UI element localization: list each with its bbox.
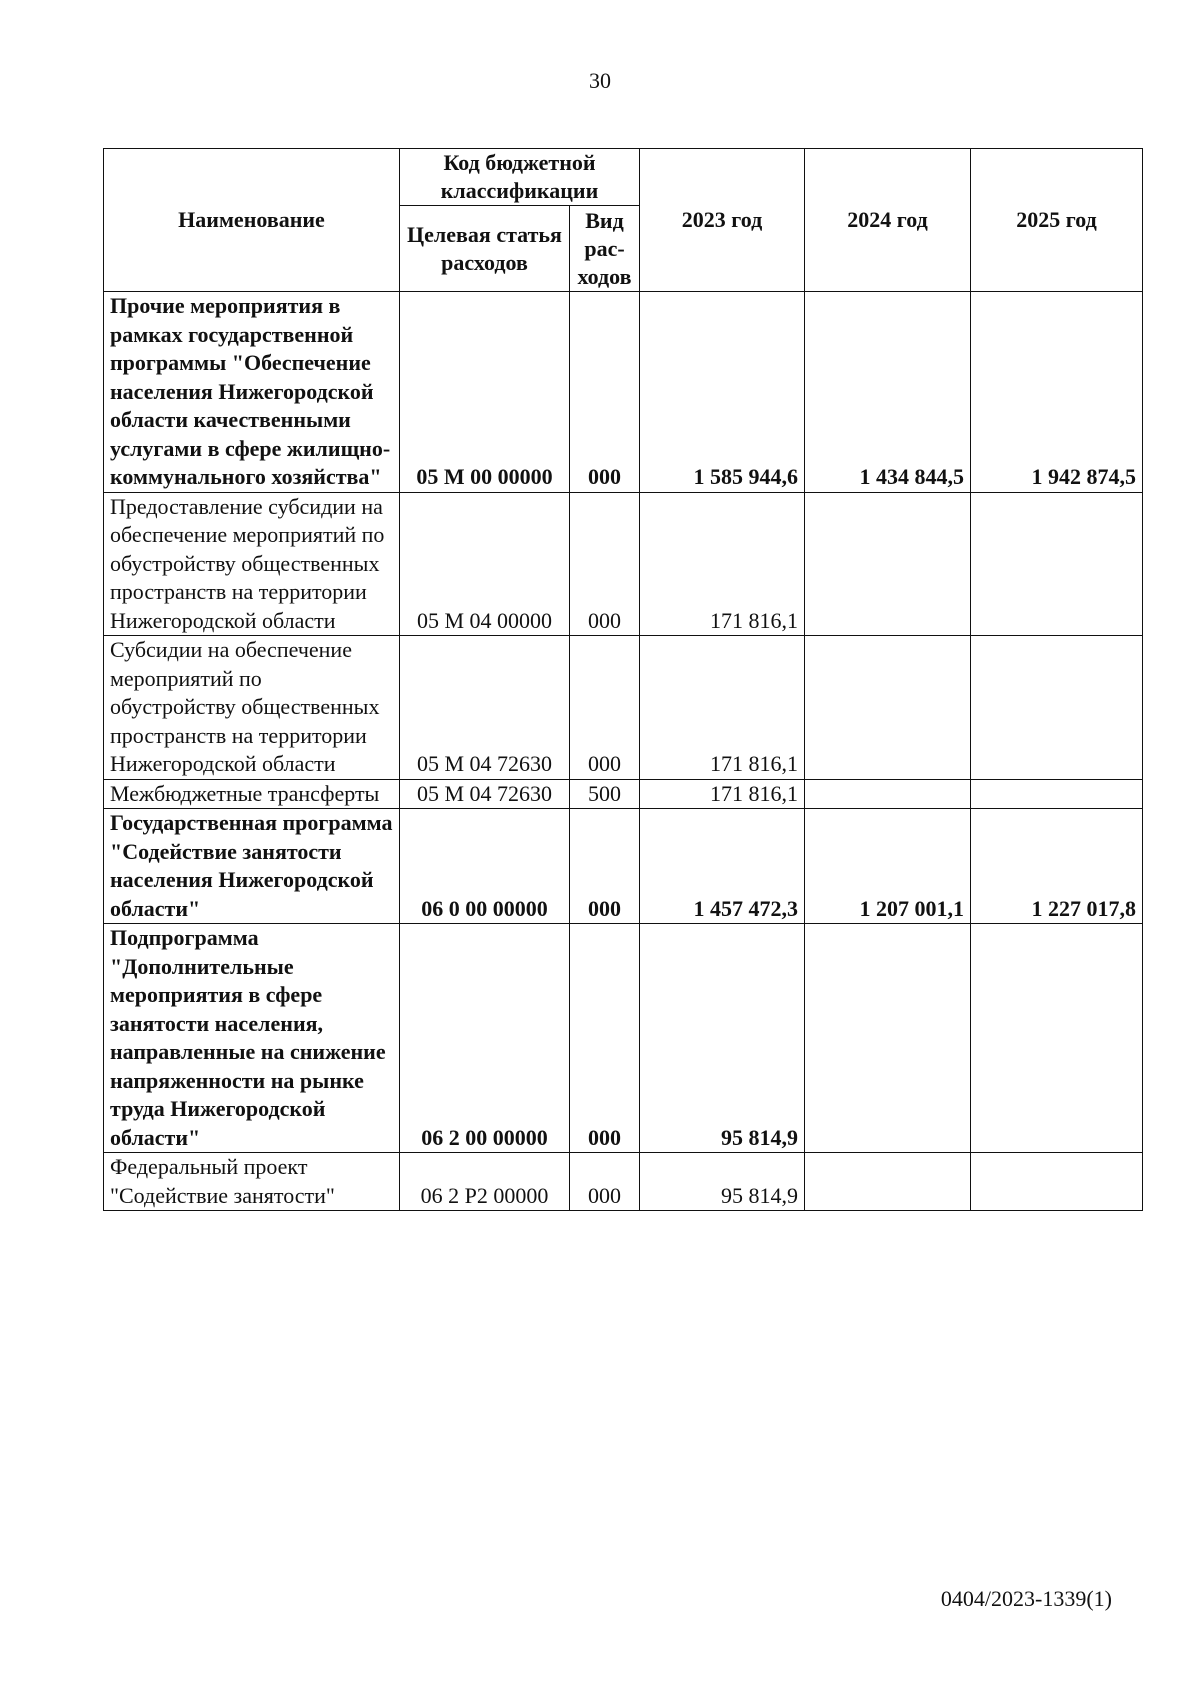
row-target-article: 05 М 04 72630 xyxy=(400,779,570,809)
row-expense-type: 000 xyxy=(570,492,640,636)
row-name: Прочие мероприятия в рамках государственной программы "Обеспечение населения Нижегородской области качественными услугами в сфере жилищно-коммунального хозяйства" xyxy=(104,292,400,493)
row-expense-type: 000 xyxy=(570,924,640,1153)
row-value-2025: 1 227 017,8 xyxy=(971,809,1143,924)
table-row xyxy=(104,779,1143,809)
page-number: 30 xyxy=(589,68,611,93)
table-row xyxy=(104,492,1143,636)
header-year-2023: 2023 год xyxy=(640,149,805,292)
header-year-2024: 2024 год xyxy=(805,149,971,292)
row-value-2024: 1 434 844,5 xyxy=(805,292,971,493)
row-value-2024 xyxy=(805,924,971,1153)
row-name: Субсидии на обеспечение мероприятий по обустройству общественных пространств на территории Нижегородской области xyxy=(104,636,400,780)
row-value-2025 xyxy=(971,924,1143,1153)
row-value-2023: 1 585 944,6 xyxy=(640,292,805,493)
header-expense-type: Вид рас-ходов xyxy=(570,206,640,292)
row-name: Межбюджетные трансферты xyxy=(104,779,400,809)
row-value-2025 xyxy=(971,636,1143,780)
header-target-article: Целевая статья расходов xyxy=(400,206,570,292)
table-body xyxy=(104,292,1143,1211)
row-name: Государственная программа "Содействие занятости населения Нижегородской области" xyxy=(104,809,400,924)
row-target-article: 06 2 00 00000 xyxy=(400,924,570,1153)
document-id: 0404/2023-1339(1) xyxy=(940,1586,1112,1611)
header-row-1 xyxy=(104,149,1143,206)
table-row xyxy=(104,636,1143,780)
row-value-2023: 171 816,1 xyxy=(640,779,805,809)
row-target-article: 06 0 00 00000 xyxy=(400,809,570,924)
row-expense-type: 000 xyxy=(570,1153,640,1211)
row-value-2024 xyxy=(805,492,971,636)
table-row xyxy=(104,1153,1143,1211)
row-value-2023: 171 816,1 xyxy=(640,636,805,780)
row-value-2024 xyxy=(805,636,971,780)
row-value-2024: 1 207 001,1 xyxy=(805,809,971,924)
header-name: Наименование xyxy=(104,149,400,292)
header-year-2025: 2025 год xyxy=(971,149,1143,292)
row-target-article: 06 2 P2 00000 xyxy=(400,1153,570,1211)
row-value-2025: 1 942 874,5 xyxy=(971,292,1143,493)
row-value-2025 xyxy=(971,779,1143,809)
row-expense-type: 500 xyxy=(570,779,640,809)
row-value-2023: 171 816,1 xyxy=(640,492,805,636)
row-value-2023: 1 457 472,3 xyxy=(640,809,805,924)
row-target-article: 05 М 04 00000 xyxy=(400,492,570,636)
table-row xyxy=(104,809,1143,924)
row-expense-type: 000 xyxy=(570,292,640,493)
header-code-group: Код бюджетной классификации xyxy=(400,149,640,206)
row-value-2023: 95 814,9 xyxy=(640,1153,805,1211)
row-target-article: 05 М 04 72630 xyxy=(400,636,570,780)
row-value-2023: 95 814,9 xyxy=(640,924,805,1153)
budget-table xyxy=(103,148,1143,1211)
row-value-2024 xyxy=(805,1153,971,1211)
row-value-2024 xyxy=(805,779,971,809)
table-row xyxy=(104,924,1143,1153)
row-expense-type: 000 xyxy=(570,636,640,780)
row-name: Подпрограмма "Дополнительные мероприятия в сфере занятости населения, направленные на снижение напряженности на рынке труда Нижегородской области" xyxy=(104,924,400,1153)
row-value-2025 xyxy=(971,492,1143,636)
row-name: Федеральный проект "Содействие занятости" xyxy=(104,1153,400,1211)
row-value-2025 xyxy=(971,1153,1143,1211)
table-row xyxy=(104,292,1143,493)
row-name: Предоставление субсидии на обеспечение мероприятий по обустройству общественных пространств на территории Нижегородской области xyxy=(104,492,400,636)
row-expense-type: 000 xyxy=(570,809,640,924)
row-target-article: 05 М 00 00000 xyxy=(400,292,570,493)
